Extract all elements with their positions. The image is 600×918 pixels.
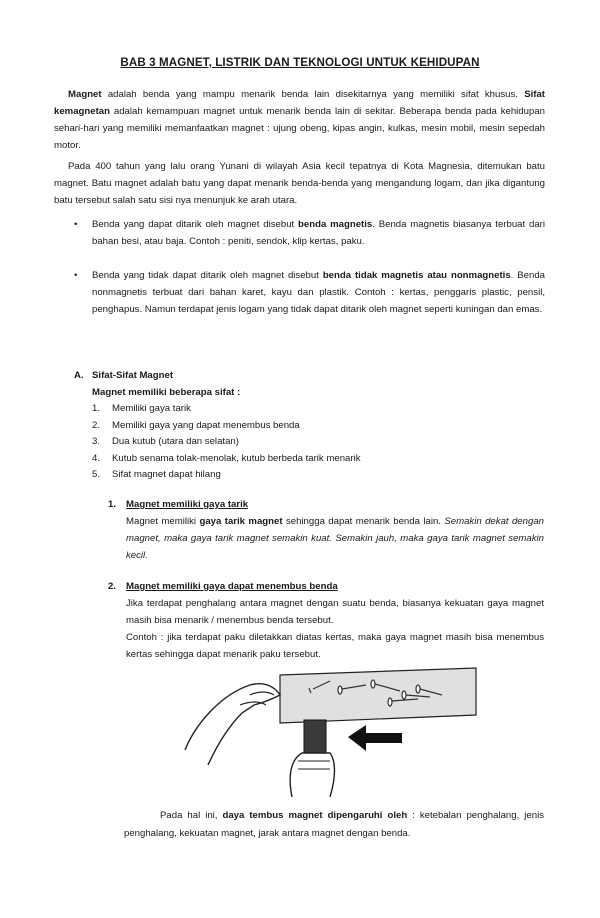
list-text: Memiliki gaya yang dapat menembus benda [112,419,300,431]
text-bold: gaya tarik magnet [199,516,283,527]
section-heading: Sifat-Sifat Magnet [92,370,174,381]
text-span: Magnet memiliki [126,516,200,527]
subsection-number: 2. [108,581,117,592]
subsection-text [126,513,544,564]
list-number: 3. [92,436,101,447]
magnet-through-paper-illustration [180,665,480,797]
section-letter: A. [74,370,84,381]
bullet-text: Benda yang dapat ditarik oleh magnet disebut [92,219,299,230]
term-sifat-kemagnetan: Sifat kemagnetan [54,89,545,117]
nail-head [402,691,406,699]
text-span: Pada hal ini, [160,810,223,821]
intro-text-2: adalah kemampuan magnet untuk menarik benda lain di sekitar. Beberapa benda pada kehidupan sehari-hari yang memiliki memanfaatkan magnet : ujung obeng, kipas angin, kulkas, mesin mobil, mesin sepedah motor. [54,106,545,151]
subsection-2 [108,578,544,663]
bullet-item-magnetis [54,216,545,250]
conclusion-paragraph [124,807,544,843]
subsection-example: Contoh : jika terdapat paku diletakkan diatas kertas, maka gaya magnet masih bisa menembus kertas sehingga dapat menarik paku tersebut. [126,632,544,660]
right-hand [290,753,334,797]
list-text: Dua kutub (utara dan selatan) [112,436,239,447]
list-number: 2. [92,419,101,431]
properties-list [92,401,361,484]
list-item [92,467,361,484]
list-number: 4. [92,452,101,464]
list-item [92,434,361,451]
intro-paragraph [54,86,545,154]
subsection-heading [108,496,544,513]
term-magnet: Magnet [68,89,102,100]
list-item [92,451,361,468]
nail-head [416,685,420,693]
list-text: Kutub senama tolak-menolak, kutub berbeda tarik menarik [112,452,361,464]
bullet-text: . Benda magnetis biasanya terbuat dari bahan besi, atau baja. Contoh : peniti, sendok, klip kertas, paku. [92,219,545,247]
list-text: Sifat magnet dapat hilang [112,469,221,480]
bullet-text: Benda yang tidak dapat ditarik oleh magnet disebut [92,270,323,281]
bullet-term: benda magnetis [298,219,373,230]
nail-head [371,680,375,688]
bullet-list [54,216,545,318]
subsection-title: Magnet memiliki gaya tarik [126,499,249,510]
text-italic: Semakin dekat dengan magnet, maka gaya tarik magnet semakin kuat. Semakin jauh, maka gaya tarik magnet semakin kecil. [126,516,544,561]
list-number: 1. [92,403,101,414]
text-span: sehingga dapat menarik benda lain. [282,516,445,527]
subsection-text: Jika terdapat penghalang antara magnet dengan suatu benda, biasanya kekuatan gaya magnet masih bisa menarik / menembus benda tersebut. [126,598,544,626]
subsection-number: 1. [108,499,117,510]
nail-head [338,686,342,694]
section-subheading: Magnet memiliki beberapa sifat : [92,386,241,398]
subsection-1 [108,496,544,564]
arrow-left-icon [348,725,402,751]
section-a [74,368,361,484]
subsection-title: Magnet memiliki gaya dapat menembus benda [126,581,338,592]
list-number: 5. [92,469,101,480]
list-item [92,418,361,435]
paper-sheet [280,668,476,723]
left-hand [185,684,280,765]
bullet-dot-icon: • [74,270,78,281]
bullet-dot-icon: • [74,219,78,230]
intro-text-1: adalah benda yang mampu menarik benda lain disekitarnya yang memiliki sifat khusus. [101,89,525,100]
text-bold: daya tembus magnet dipengaruhi oleh [222,810,408,821]
list-text: Memiliki gaya tarik [112,403,191,414]
text-span: : ketebalan penghalang, jenis penghalang, kekuatan magnet, jarak antara magnet dengan benda. [124,810,544,839]
bullet-term: benda tidak magnetis atau nonmagnetis [322,270,511,281]
bullet-text: . Benda nonmagnetis terbuat dari bahan karet, kayu dan plastik. Contoh : kertas, penggaris plastic, pensil, penghapus. Namun terdapat jenis logam yang tidak dapat ditarik oleh magnet seperti kuningan dan emas. [92,270,545,315]
chapter-title: BAB 3 MAGNET, LISTRIK DAN TEKNOLOGI UNTUK KEHIDUPAN [120,56,480,69]
history-paragraph: Pada 400 tahun yang lalu orang Yunani di wilayah Asia kecil tepatnya di Kota Magnesia, ditemukan batu magnet. Batu magnet adalah batu yang dapat menarik benda-benda yang mengandung logam, dan jika digantung batu tersebut salah satu sisi nya menunjuk ke arah utara. [54,161,545,206]
list-item [92,401,361,418]
nail-head [388,698,392,706]
subsection-heading [108,578,544,595]
bullet-item-nonmagnetis [54,267,545,318]
